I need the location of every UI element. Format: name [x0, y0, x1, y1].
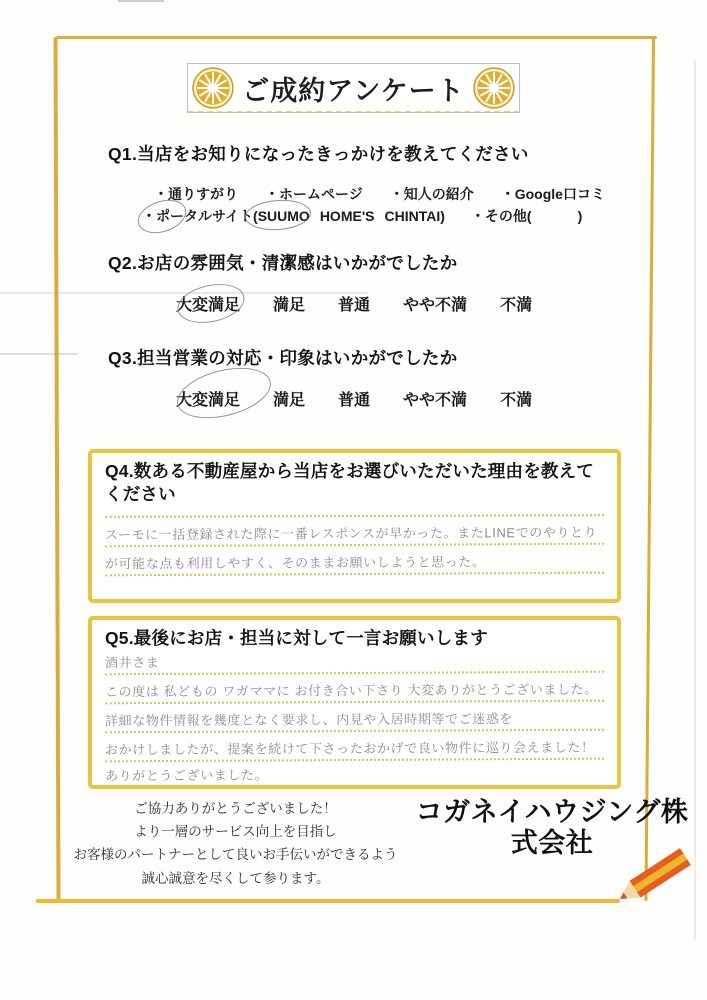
- lemon-slice-icon: [472, 66, 516, 110]
- page-border-top: [56, 36, 657, 39]
- q1-heading: Q1.当店をお知りになったきっかけを教えてください: [108, 144, 529, 164]
- q4-box: [88, 449, 621, 603]
- scan-artifact: [0, 353, 78, 355]
- handwritten-answer-line: この度は 私どもの ワガママに お付き合い下さり 大変ありがとうございました。: [105, 673, 604, 705]
- q2-rating-dissatisfied: 不満: [500, 297, 533, 314]
- handwritten-answer-line: 詳細な物件情報を幾度となく要求し、内見や入居時期等でご迷惑を: [105, 702, 604, 734]
- q2-heading: Q2.お店の雰囲気・清潔感はいかがでしたか: [108, 253, 458, 273]
- q3-rating-neutral: 普通: [338, 392, 371, 409]
- lemon-slice-icon: [191, 66, 235, 110]
- q5-heading: Q5.最後にお店・担当に対して一言お願いします: [105, 628, 488, 648]
- company-name-line2: 式会社: [510, 828, 594, 859]
- footer-thanks-line: 誠心誠意を尽くして参ります。: [141, 870, 330, 886]
- scan-artifact: [118, 0, 164, 2]
- q3-rating-satisfied: 満足: [273, 392, 306, 409]
- pencil-drawn-line: [36, 899, 620, 903]
- pencil-icon: [593, 833, 703, 915]
- handwritten-answer-line: 酒井さま: [105, 649, 604, 676]
- q1-options-row1: [154, 184, 605, 204]
- q1-portal-homes: HOME'S: [319, 208, 375, 224]
- page-border-left: [53, 37, 60, 900]
- q1-options-row2: [142, 206, 582, 226]
- scan-artifact: [694, 60, 696, 940]
- footer-thanks-line: ご協力ありがとうございました！: [134, 801, 337, 816]
- q2-rating-neutral: 普通: [338, 297, 371, 314]
- q2-rating-satisfied: 満足: [273, 297, 306, 314]
- handwritten-answer-line: ありがとうございました。: [104, 767, 269, 784]
- footer-thanks-line: より一層のサービス向上を目指し: [134, 824, 337, 840]
- q1-option-google-review: ・Google口コミ: [500, 186, 605, 202]
- q3-heading: Q3.担当営業の対応・印象はいかがでしたか: [108, 348, 458, 368]
- handwritten-circle-q2: [174, 278, 248, 328]
- q1-option-other: ・その他(: [470, 208, 532, 224]
- q1-option-passing-by: ・通りすがり: [154, 186, 238, 202]
- title-underline: [187, 111, 520, 113]
- handwritten-answer-line: おかけしましたが、提案を続けて下さったおかげで良い物件に巡り会えました！: [105, 731, 604, 763]
- q1-option-portal-site: ・ポータルサイト(: [142, 208, 258, 224]
- handwritten-answer-line: が可能な点も利用しやすく、そのままお願いしようと思った。: [105, 545, 604, 577]
- q1-portal-chintai: CHINTAI): [384, 208, 445, 224]
- company-name-line1: コガネイハウジング株: [415, 797, 689, 827]
- q1-portal-suumo: SUUMO: [257, 208, 310, 224]
- q3-rating-very-satisfied: 大変満足: [176, 392, 241, 409]
- scan-artifact: [0, 292, 368, 294]
- q1-option-homepage: ・ホームページ: [265, 186, 363, 202]
- title-banner: [187, 63, 520, 113]
- q3-rating-somewhat-dissatisfied: やや不満: [403, 392, 468, 409]
- q5-box: [88, 616, 621, 789]
- footer-thanks-line: お客様のパートナーとして良いお手伝いができるよう: [73, 847, 398, 863]
- handwritten-answer-line: スーモに一括登録された際に一番レスポンスが早かった。またLINEでのやりとり: [105, 516, 604, 548]
- q2-rating-somewhat-dissatisfied: やや不満: [403, 297, 468, 314]
- page-border-right: [644, 37, 655, 901]
- q1-option-referral: ・知人の紹介: [389, 186, 474, 202]
- q3-rating-dissatisfied: 不満: [500, 392, 533, 409]
- q2-rating-very-satisfied: 大変満足: [176, 297, 241, 314]
- q4-heading: Q4.数ある不動産屋から当店をお選びいただいた理由を教えてください: [105, 461, 595, 505]
- q1-other-close-paren: ): [577, 208, 583, 224]
- page-title: ご成約アンケート: [242, 75, 465, 106]
- footer-thanks-block: [58, 797, 413, 890]
